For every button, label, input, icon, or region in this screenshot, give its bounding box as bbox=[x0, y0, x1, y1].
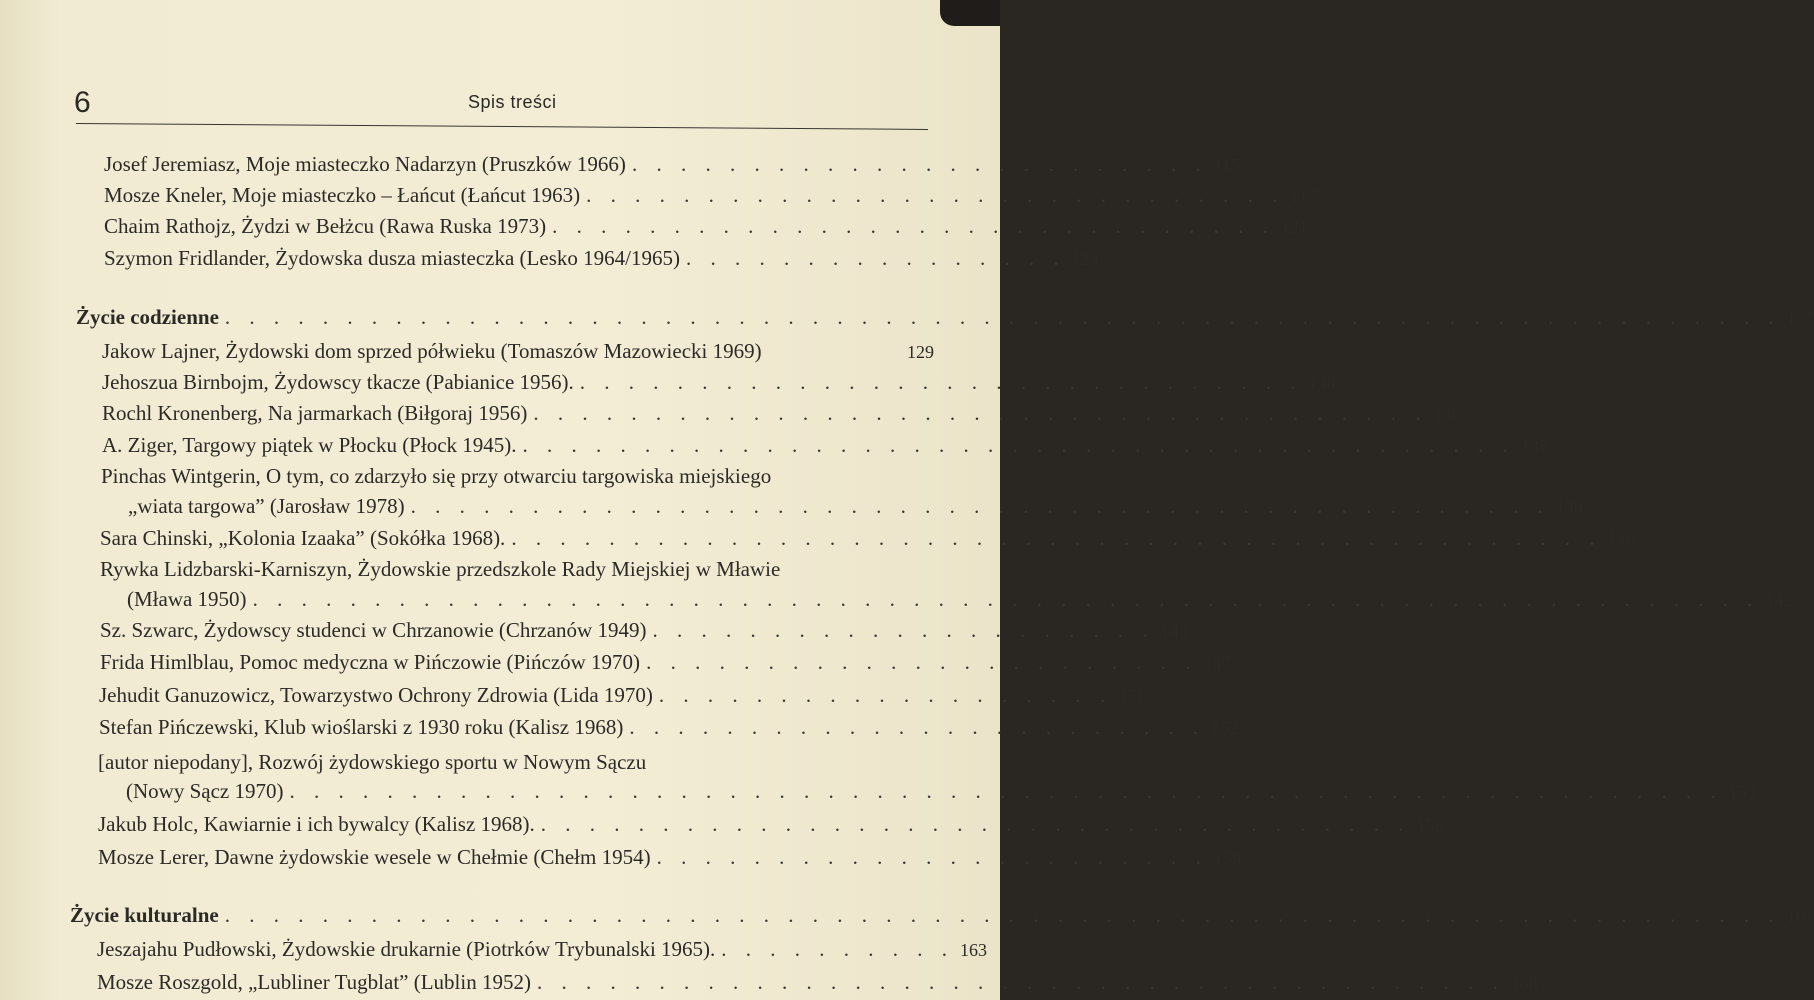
toc-entry bbox=[98, 845, 1241, 875]
dot-leader: . . . . . . . . . . . . . . . . . . . . . . . . . . . . . . . . . . . . . . . . bbox=[536, 970, 1505, 994]
toc-entry-title: Mosze Roszgold, „Lubliner Tugblat” (Lublin 1952) bbox=[97, 970, 531, 994]
toc-entry-page: 159 bbox=[1213, 848, 1241, 868]
toc-entry-page: 130 bbox=[1308, 373, 1336, 393]
section-heading-page: 161 bbox=[1786, 906, 1814, 926]
dot-leader: . . . . . . . . . . . . . . . . . . . . . . . . bbox=[629, 715, 1206, 739]
toc-entry-title: Chaim Rathojz, Żydzi w Bełżcu (Rawa Ruska 1973) bbox=[104, 214, 547, 238]
toc-entry bbox=[97, 937, 988, 967]
toc-entry-title: Josef Jeremiasz, Moje miasteczko Nadarzyn (Pruszków 1966) bbox=[104, 152, 626, 176]
toc-entry-page: 147 bbox=[1203, 653, 1231, 673]
toc-entry-continuation: „wiata targowa” (Jarosław 1978) bbox=[128, 494, 405, 518]
toc-entry bbox=[102, 401, 1461, 431]
dot-leader: . . . . . . . . . . . . . . . . . . . . . . . . . . . . . . . . . . . . . bbox=[533, 401, 1428, 425]
toc-entry bbox=[100, 650, 1231, 680]
dot-leader: . . . . . . . . . . . . . . . . . . . . . . . . . . . . . . . . . . . . . . . . . . . . . . . . . . . . . . . . . . . bbox=[289, 779, 1723, 803]
dot-leader: . . . . . . . . . . . . . . . . . . . . . . . . . . . . . . . . . . . . bbox=[540, 812, 1411, 836]
toc-entry bbox=[99, 683, 1146, 713]
toc-entry bbox=[102, 339, 934, 369]
dot-leader: . . . . . . . . . . . . . . . . . . . . . . . . . . . . . . . . . . . . . . . . . . . . . . . . . . . . . . . . . . . . . . . . bbox=[224, 305, 1781, 329]
toc-section-heading bbox=[76, 305, 1814, 335]
toc-entry-title: Jakow Lajner, Żydowski dom sprzed półwieku (Tomaszów Mazowiecki 1969) bbox=[102, 339, 762, 363]
toc-entry-page: 156 bbox=[1416, 815, 1444, 835]
toc-entry-title: Szymon Fridlander, Żydowska dusza miasteczka (Lesko 1964/1965) bbox=[104, 246, 680, 270]
dot-leader: . . . . . . . . . . bbox=[721, 937, 955, 961]
toc-entry bbox=[104, 183, 1317, 213]
toc-entry-title: Mosze Lerer, Dawne żydowskie wesele w Chełmie (Chełm 1954) bbox=[98, 845, 651, 869]
toc-entry-page: 129 bbox=[907, 342, 934, 362]
toc-entry bbox=[97, 970, 1538, 1000]
section-heading-title: Życie codzienne bbox=[76, 305, 219, 329]
toc-entry bbox=[104, 246, 1099, 276]
toc-entry-title: Stefan Pińczewski, Klub wioślarski z 1930 roku (Kalisz 1968) bbox=[99, 715, 624, 739]
toc-entry bbox=[100, 618, 1188, 648]
toc-entry-title: Sara Chinski, „Kolonia Izaaka” (Sokółka 1968). bbox=[100, 526, 506, 550]
dot-leader: . . . . . . . . . . . . . . . . . . . . . . . bbox=[646, 650, 1198, 674]
toc-entry-continuation: (Nowy Sącz 1970) bbox=[126, 779, 284, 803]
dot-leader: . . . . . . . . . . . . . . . . . . . . . . . . . . . . . . bbox=[552, 214, 1275, 238]
toc-entry-title: Jehudit Ganuzowicz, Towarzystwo Ochrony Zdrowia (Lida 1970) bbox=[99, 683, 653, 707]
toc-entry-continuation: (Mława 1950) bbox=[127, 587, 247, 611]
toc-entry-page: 137 bbox=[1520, 436, 1548, 456]
toc-entry-page: 168 bbox=[1510, 973, 1538, 993]
toc-entry-page: 136 bbox=[1433, 404, 1461, 424]
toc-entry bbox=[100, 526, 1635, 556]
toc-entry-page: 140 bbox=[1607, 529, 1635, 549]
toc-entry bbox=[98, 812, 1444, 842]
dot-leader: . . . . . . . . . . . . . . . . . . . . . . . . . . . . . . . . . . . . . . . . . . . . . . . . . . . . . . . . . . . . . . . . bbox=[224, 903, 1781, 927]
toc-entry-title: Jeszajahu Pudłowski, Żydowskie drukarnie (Piotrków Trybunalski 1965). bbox=[97, 937, 716, 961]
dot-leader: . . . . . . . . . . . . . . . . . . . . . . . bbox=[656, 845, 1208, 869]
toc-entry-title: Sz. Szwarc, Żydowscy studenci w Chrzanowie (Chrzanów 1949) bbox=[100, 618, 647, 642]
page-number: 6 bbox=[74, 86, 91, 119]
toc-entry bbox=[126, 779, 1756, 809]
toc-entry-title: [autor niepodany], Rozwój żydowskiego sportu w Nowym Sączu bbox=[98, 750, 647, 774]
dot-leader: . . . . . . . . . . . . . . . . . . . . . . . . . . . . . . bbox=[579, 370, 1303, 394]
toc-entry-page: 142 bbox=[1765, 590, 1793, 610]
dot-leader: . . . . . . . . . . . . . . . . . . . . . . . . . . . . . . . . . . . . . . . . . . . . . bbox=[511, 526, 1602, 550]
toc-entry bbox=[104, 152, 1241, 182]
toc-entry-title: Rywka Lidzbarski-Karniszyn, Żydowskie przedszkole Rady Miejskiej w Mławie bbox=[100, 557, 781, 581]
dot-leader: . . . . . . . . . . . . . . . . . . . . . . . . . . . . . . . . . . . . . . . . . bbox=[522, 433, 1515, 457]
toc-entry bbox=[102, 433, 1548, 463]
toc-entry-page: 151 bbox=[1118, 686, 1146, 706]
dot-leader: . . . . . . . . . . . . . . . . . . . . . . . . . . . . . . . . . . . . . . . . . . . . . . . bbox=[410, 494, 1550, 518]
dot-leader: . . . . . . . . . . . . . . . . . . . . . . . . bbox=[631, 152, 1208, 176]
dot-leader: . . . . . . . . . . . . . . . . . . . bbox=[658, 683, 1113, 707]
toc-entry bbox=[99, 715, 1239, 745]
toc-entry-page: 163 bbox=[960, 940, 988, 960]
toc-entry-title: Mosze Kneler, Moje miasteczko – Łańcut (Łańcut 1963) bbox=[104, 183, 581, 207]
section-heading-title: Życie kulturalne bbox=[70, 903, 219, 927]
toc-entry-page: 143 bbox=[1160, 621, 1188, 641]
section-heading-page: 127 bbox=[1786, 308, 1814, 328]
dot-leader: . . . . . . . . . . . . . . . . bbox=[685, 246, 1066, 270]
toc-entry bbox=[102, 370, 1336, 400]
toc-entry bbox=[104, 214, 1308, 244]
toc-section-heading bbox=[70, 903, 1814, 933]
dot-leader: . . . . . . . . . . . . . . . . . . . . . bbox=[652, 618, 1155, 642]
toc-entry-title: A. Ziger, Targowy piątek w Płocku (Płock 1945). bbox=[102, 433, 517, 457]
toc-entry-page: 117 bbox=[1290, 186, 1317, 206]
toc-entry-page: 153 bbox=[1728, 782, 1756, 802]
toc-entry-title: Jakub Holc, Kawiarnie i ich bywalcy (Kalisz 1968). bbox=[98, 812, 535, 836]
toc-entry-title: Frida Himlblau, Pomoc medyczna w Pińczowie (Pińczów 1970) bbox=[100, 650, 641, 674]
toc-entry-title: Rochl Kronenberg, Na jarmarkach (Biłgoraj 1956) bbox=[102, 401, 528, 425]
toc-entry-title: Jehoszua Birnbojm, Żydowscy tkacze (Pabianice 1956). bbox=[102, 370, 574, 394]
toc-entry-page: 138 bbox=[1555, 497, 1583, 517]
toc-entry-page: 152 bbox=[1211, 718, 1239, 738]
toc-entry bbox=[128, 494, 1583, 524]
toc-entry-title: Pinchas Wintgerin, O tym, co zdarzyło się przy otwarciu targowiska miejskiego bbox=[101, 464, 772, 488]
toc-entry-page: 115 bbox=[1213, 155, 1241, 175]
toc-entry-page: 124 bbox=[1071, 249, 1099, 269]
section-title: Spis treści bbox=[468, 92, 557, 112]
toc-entry bbox=[127, 587, 1793, 617]
dot-leader: . . . . . . . . . . . . . . . . . . . . . . . . . . . . . . . . . . . . . . . . . . . . . . . . . . . . . . . . . . . . . . bbox=[252, 587, 1760, 611]
dot-leader: . . . . . . . . . . . . . . . . . . . . . . . . . . . . . bbox=[586, 183, 1285, 207]
toc-entry-page: 121 bbox=[1280, 217, 1308, 237]
